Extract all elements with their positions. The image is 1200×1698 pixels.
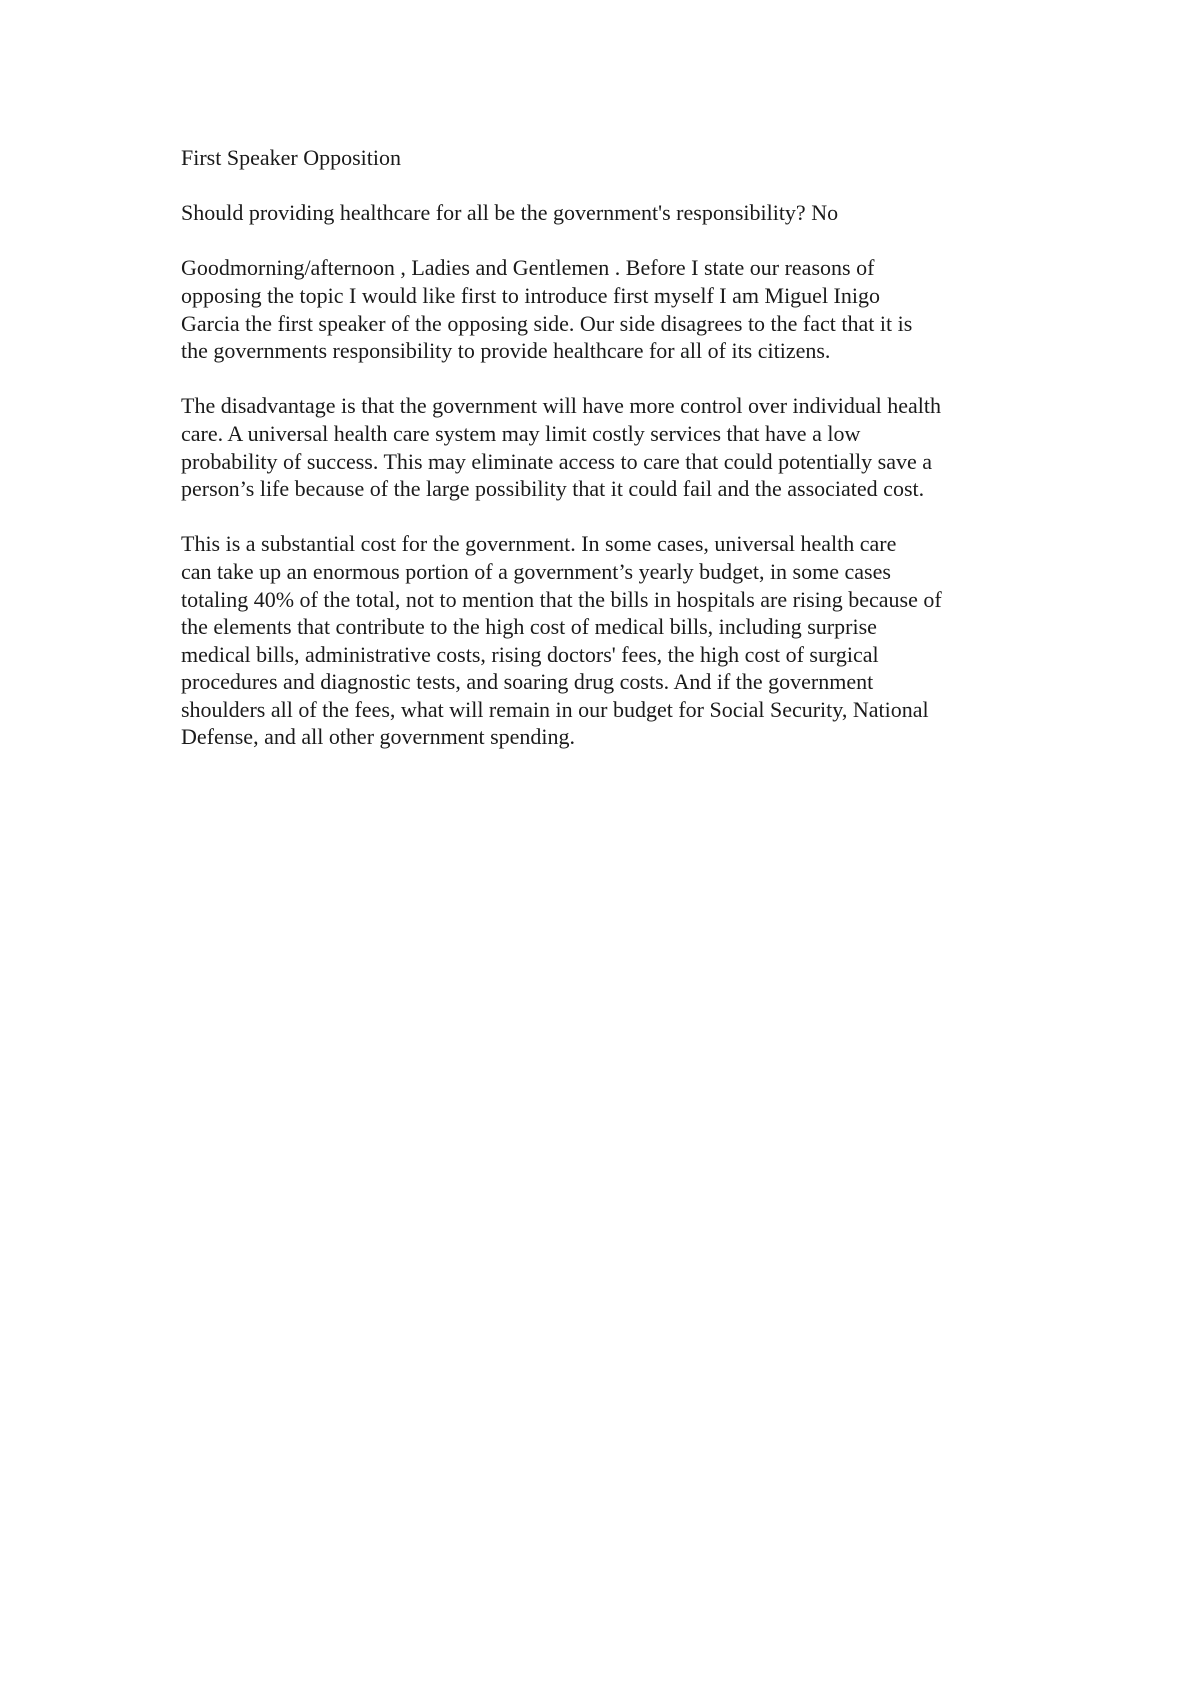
debate-question	[181, 199, 1031, 227]
paragraph-cost	[181, 530, 1031, 751]
paragraph-line: Garcia the first speaker of the opposing side. Our side disagrees to the fact that it is	[181, 310, 913, 336]
document-body	[181, 144, 1031, 779]
paragraph-line: Goodmorning/afternoon , Ladies and Gentlemen . Before I state our reasons of	[181, 255, 875, 281]
question-text: Should providing healthcare for all be the government's responsibility? No	[181, 200, 839, 226]
paragraph-line: opposing the topic I would like first to introduce first myself I am Miguel Inigo	[181, 282, 880, 308]
paragraph-line: can take up an enormous portion of a government’s yearly budget, in some cases	[181, 558, 891, 584]
paragraph-introduction	[181, 254, 1031, 364]
document-title	[181, 144, 1031, 172]
title-text: First Speaker Opposition	[181, 145, 401, 170]
paragraph-line: shoulders all of the fees, what will remain in our budget for Social Security, National	[181, 696, 929, 722]
paragraph-line: the elements that contribute to the high cost of medical bills, including surprise	[181, 614, 877, 640]
paragraph-disadvantage	[181, 392, 1031, 502]
paragraph-line: This is a substantial cost for the government. In some cases, universal health care	[181, 531, 897, 557]
paragraph-line: person’s life because of the large possibility that it could fail and the associated cost.	[181, 476, 925, 502]
paragraph-line: totaling 40% of the total, not to mention that the bills in hospitals are rising because of	[181, 586, 942, 612]
paragraph-line: medical bills, administrative costs, rising doctors' fees, the high cost of surgical	[181, 641, 879, 667]
paragraph-line: probability of success. This may eliminate access to care that could potentially save a	[181, 448, 933, 474]
paragraph-line: Defense, and all other government spending.	[181, 724, 576, 750]
paragraph-line: procedures and diagnostic tests, and soaring drug costs. And if the government	[181, 669, 874, 695]
paragraph-line: The disadvantage is that the government will have more control over individual health	[181, 393, 941, 419]
paragraph-line: the governments responsibility to provide healthcare for all of its citizens.	[181, 338, 831, 364]
paragraph-line: care. A universal health care system may limit costly services that have a low	[181, 420, 861, 446]
